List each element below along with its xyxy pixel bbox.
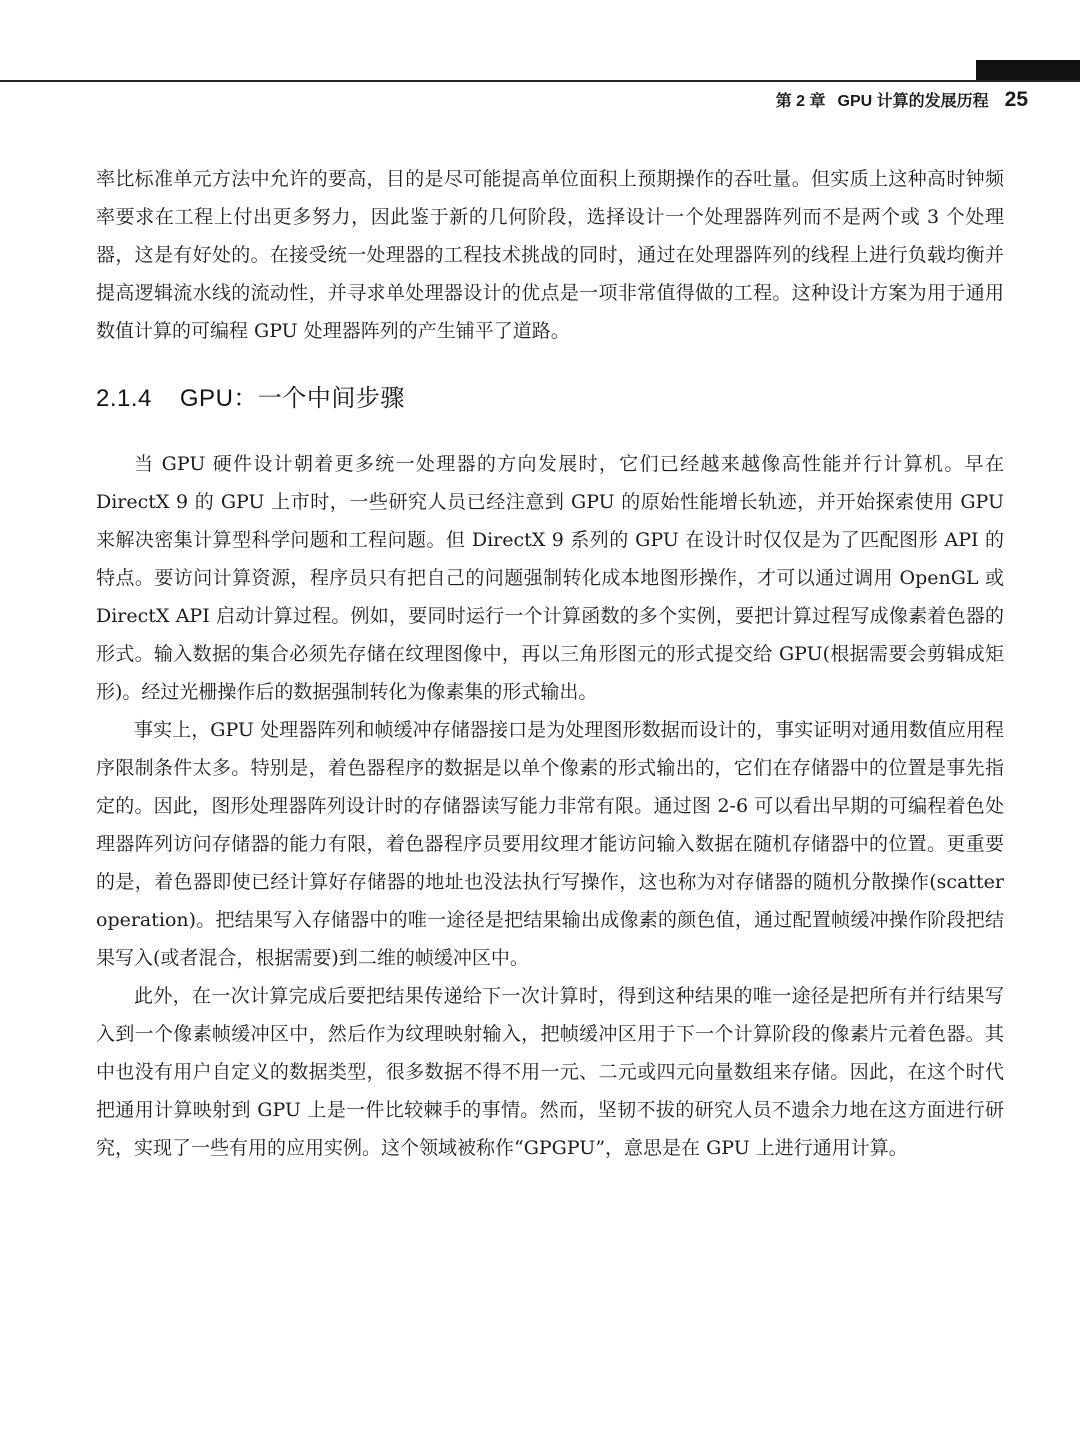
section-number: 2.1.4	[96, 385, 152, 412]
header-rule	[0, 80, 1080, 82]
body-paragraph-3: 此外，在一次计算完成后要把结果传递给下一次计算时，得到这种结果的唯一途径是把所有并行结果写入到一个像素帧缓冲区中，然后作为纹理映射输入，把帧缓冲区用于下一个计算阶段的像素片元着色器。其中也没有用户自定义的数据类型，很多数据不得不用一元、二元或四元向量数组来存储。因此，在这个时代把通用计算映射到 GPU 上是一件比较棘手的事情。然而，坚韧不拔的研究人员不遗余力地在这方面进行研究，实现了一些有用的应用实例。这个领域被称作“GPGPU”，意思是在 GPU 上进行通用计算。	[96, 985, 1004, 1159]
chapter-label: 第 2 章	[775, 93, 826, 110]
header-black-tab	[976, 60, 1080, 82]
section-title: GPU：一个中间步骤	[179, 385, 405, 412]
page-body	[96, 160, 1004, 1167]
running-head	[776, 88, 1028, 112]
intro-paragraph: 率比标准单元方法中允许的要高，目的是尽可能提高单位面积上预期操作的吞吐量。但实质上这种高时钟频率要求在工程上付出更多努力，因此鉴于新的几何阶段，选择设计一个处理器阵列而不是两个或 3 个处理器，这是有好处的。在接受统一处理器的工程技术挑战的同时，通过在处理器阵列的线程上进行负载均衡并提高逻辑流水线的流动性，并寻求单处理器设计的优点是一项非常值得做的工程。这种设计方案为用于通用数值计算的可编程 GPU 处理器阵列的产生铺平了道路。	[96, 168, 1004, 342]
body-paragraph-2: 事实上，GPU 处理器阵列和帧缓冲存储器接口是为处理图形数据而设计的，事实证明对通用数值应用程序限制条件太多。特别是，着色器程序的数据是以单个像素的形式输出的，它们在存储器中的位置是事先指定的。因此，图形处理器阵列设计时的存储器读写能力非常有限。通过图 2-6 可以看出早期的可编程着色处理器阵列访问存储器的能力有限，着色器程序员要用纹理才能访问输入数据在随机存储器中的位置。更重要的是，着色器即使已经计算好存储器的地址也没法执行写操作，这也称为对存储器的随机分散操作(scatter operation)。把结果写入存储器中的唯一途径是把结果输出成像素的颜色值，通过配置帧缓冲操作阶段把结果写入(或者混合，根据需要)到二维的帧缓冲区中。	[96, 719, 1004, 969]
body-paragraph-1: 当 GPU 硬件设计朝着更多统一处理器的方向发展时，它们已经越来越像高性能并行计算机。早在 DirectX 9 的 GPU 上市时，一些研究人员已经注意到 GPU 的原始性能增长轨迹，并开始探索使用 GPU 来解决密集计算型科学问题和工程问题。但 DirectX 9 系列的 GPU 在设计时仅仅是为了匹配图形 API 的特点。要访问计算资源，程序员只有把自己的问题强制转化成本地图形操作，才可以通过调用 OpenGL 或 DirectX API 启动计算过程。例如，要同时运行一个计算函数的多个实例，要把计算过程写成像素着色器的形式。输入数据的集合必须先存储在纹理图像中，再以三角形图元的形式提交给 GPU(根据需要会剪辑成矩形)。经过光栅操作后的数据强制转化为像素集的形式输出。	[96, 453, 1004, 703]
section-heading	[96, 378, 1004, 413]
page-number: 25	[1004, 88, 1028, 111]
chapter-title: GPU 计算的发展历程	[837, 93, 989, 110]
